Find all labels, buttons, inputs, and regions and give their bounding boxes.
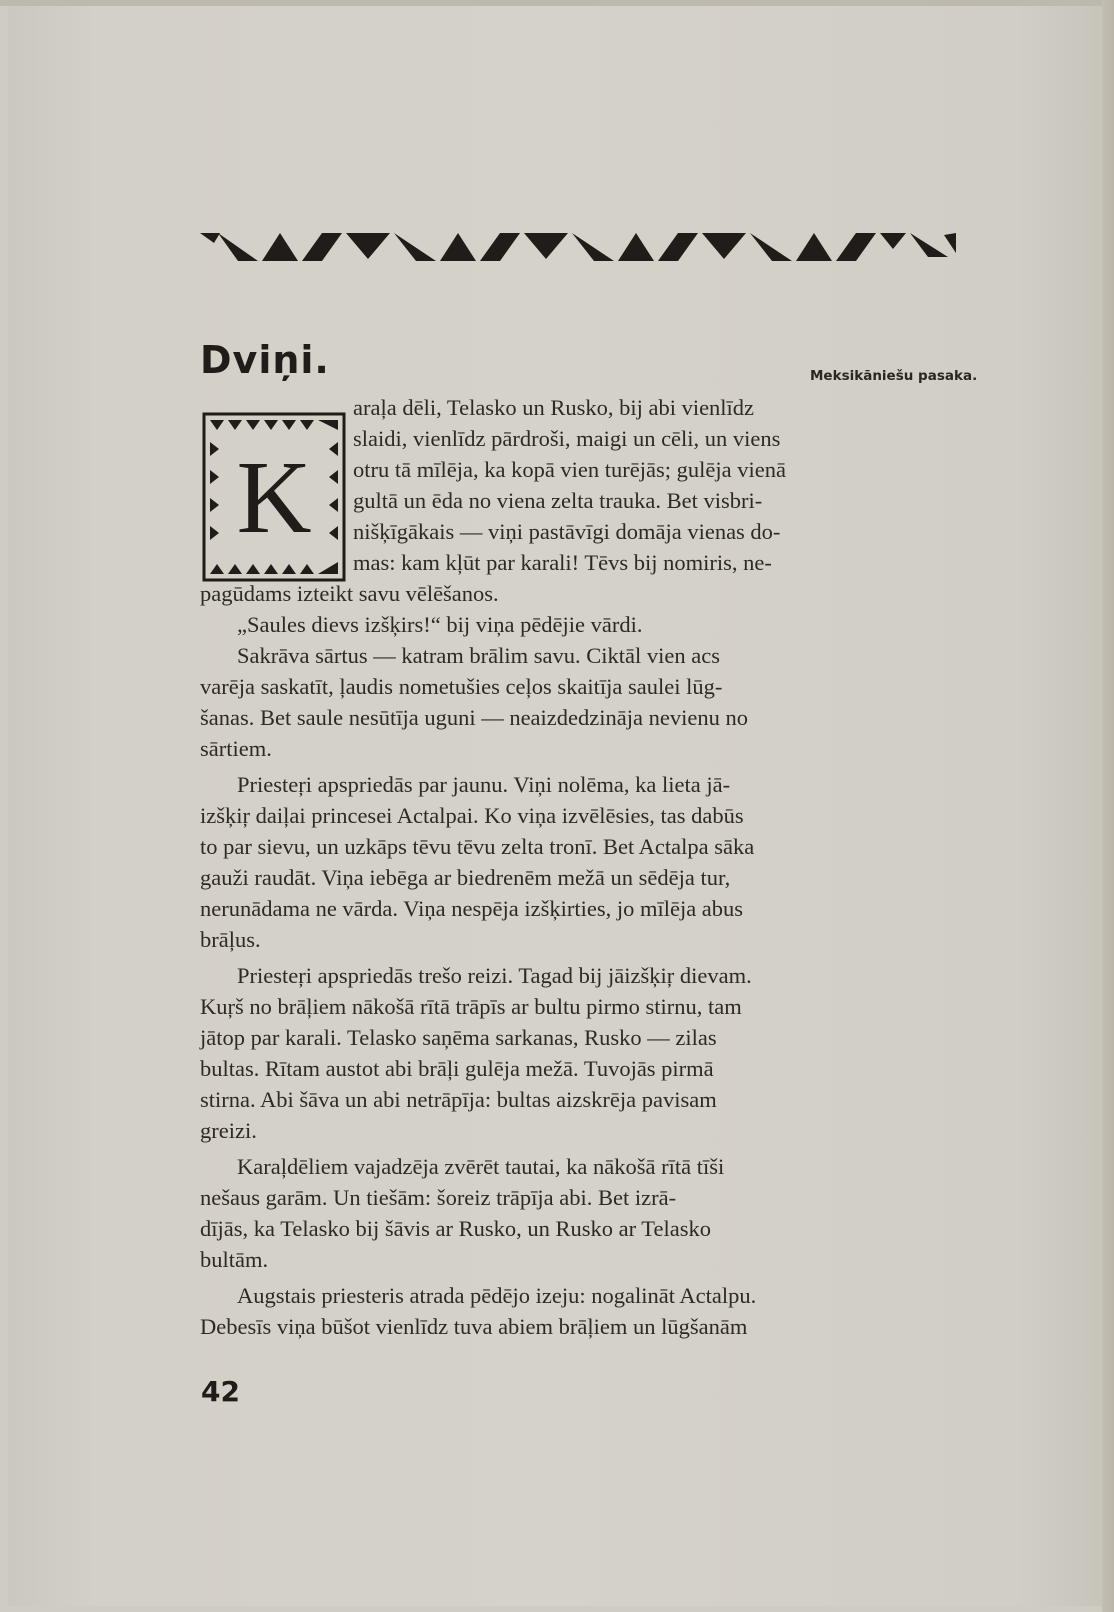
text-line: nešaus garām. Un tiešām: šoreiz trāpīja abi. Bet izrā- bbox=[200, 1185, 677, 1210]
dropcap bbox=[202, 412, 346, 582]
text-line: Priesteŗi apspriedās par jaunu. Viņi nolēma, ka lieta jā- bbox=[237, 772, 731, 797]
text-line: Karaļdēliem vajadzēja zvērēt tautai, ka nākošā rītā tīši bbox=[237, 1154, 725, 1179]
story-subtitle: Meksikāniešu pasaka. bbox=[810, 368, 978, 384]
story-title: Dviņi. bbox=[200, 338, 330, 382]
text-line: mas: kam kļūt par karali! Tēvs bij nomiris, ne- bbox=[353, 550, 772, 575]
dropcap-letter: K bbox=[236, 440, 312, 555]
text-line: varēja saskatīt, ļaudis nometušies ceļos skaitīja saulei lūg- bbox=[200, 674, 723, 699]
text-line: pagūdams izteikt savu vēlēšanos. bbox=[200, 581, 499, 606]
text-line: gauži raudāt. Viņa iebēga ar biedrenēm mežā un sēdēja tur, bbox=[200, 865, 731, 890]
text-line: otru tā mīlēja, ka kopā vien turējās; gulēja vienā bbox=[353, 457, 786, 482]
text-line: Augstais priesteris atrada pēdējo izeju: nogalināt Actalpu. bbox=[237, 1283, 757, 1308]
text-line: jātop par karali. Telasko saņēma sarkanas, Rusko — zilas bbox=[200, 1025, 717, 1050]
text-line: brāļus. bbox=[200, 927, 261, 952]
text-line: bultām. bbox=[200, 1247, 269, 1272]
page-number: 42 bbox=[201, 1375, 240, 1408]
text-line: greizi. bbox=[200, 1118, 257, 1143]
text-line: araļa dēli, Telasko un Rusko, bij abi vienlīdz bbox=[353, 395, 755, 420]
text-line: stirna. Abi šāva un abi netrāpīja: bultas aizskrēja pavisam bbox=[200, 1087, 717, 1112]
text-line: to par sievu, un uzkāps tēvu tēvu zelta tronī. Bet Actalpa sāka bbox=[200, 834, 755, 859]
ornament-pattern-icon bbox=[200, 227, 960, 267]
text-line: Priesteŗi apspriedās trešo reizi. Tagad bij jāizšķiŗ dievam. bbox=[237, 963, 752, 988]
page-right-edge bbox=[1102, 0, 1114, 1612]
text-line: izšķiŗ daiļai princesei Actalpai. Ko viņa izvēlēsies, tas dabūs bbox=[200, 803, 744, 828]
text-line: bultas. Rītam austot abi brāļi gulēja mežā. Tuvojās pirmā bbox=[200, 1056, 714, 1081]
text-line: slaidi, vienlīdz pārdroši, maigi un cēli, un viens bbox=[353, 426, 781, 451]
text-line: Kuŗš no brāļiem nākošā rītā trāpīs ar bultu pirmo stirnu, tam bbox=[200, 994, 742, 1019]
text-line: nerunādama ne vārda. Viņa nespēja izšķirties, jo mīlēja abus bbox=[200, 896, 744, 921]
decorative-border-ornament bbox=[200, 227, 960, 267]
text-line: sārtiem. bbox=[200, 736, 272, 761]
text-line: „Saules dievs izšķirs!“ bij viņa pēdējie vārdi. bbox=[237, 612, 643, 637]
text-line: šanas. Bet saule nesūtīja uguni — neaizdedzināja nevienu no bbox=[200, 705, 748, 730]
text-line: Sakrāva sārtus — katram brālim savu. Ciktāl vien acs bbox=[237, 643, 720, 668]
text-line: gultā un ēda no viena zelta trauka. Bet visbri- bbox=[353, 488, 763, 513]
text-line: Debesīs viņa būšot vienlīdz tuva abiem brāļiem un lūgšanām bbox=[200, 1314, 748, 1339]
text-line: nišķīgākais — viņi pastāvīgi domāja vienas do- bbox=[353, 519, 781, 544]
text-line: dījās, ka Telasko bij šāvis ar Rusko, un Rusko ar Telasko bbox=[200, 1216, 711, 1241]
